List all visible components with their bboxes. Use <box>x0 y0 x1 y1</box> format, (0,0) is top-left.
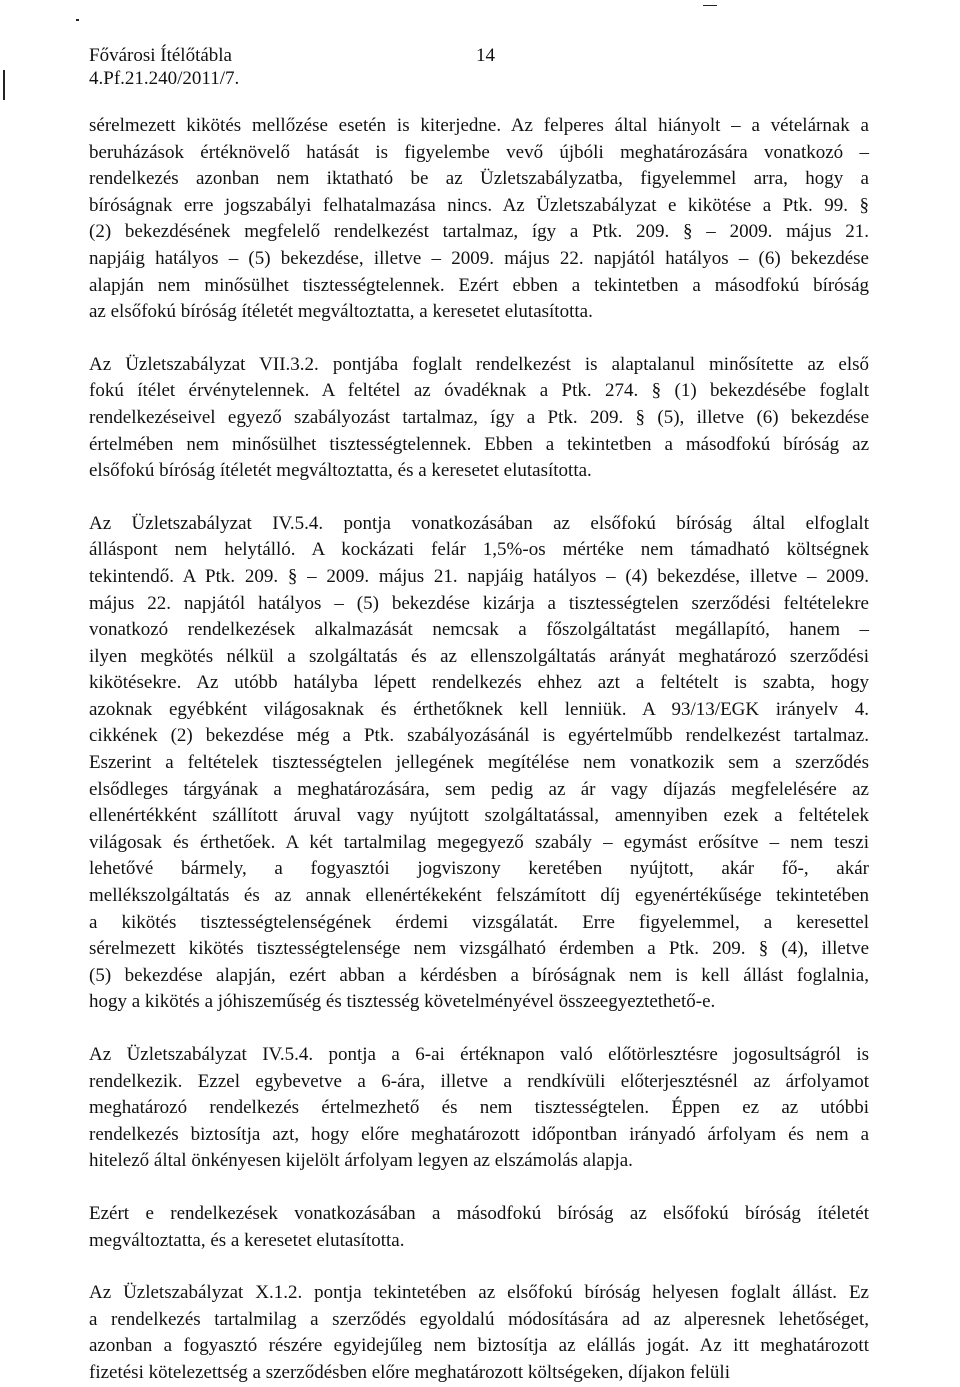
page-number: 14 <box>476 45 495 66</box>
text-line: elsődleges tárgyának a meghatározására, sem pedig az ár vagy díjazás megfelelésére az <box>89 778 869 800</box>
paragraph <box>89 1201 869 1254</box>
text-line: értelmében nem minősülhet tisztességtelennek. Ebben a tekintetben a másodfokú bíróság az <box>89 433 869 455</box>
paragraph-gap <box>89 1254 869 1280</box>
text-line: beruházások értéknövelő hatását is figyelembe vevő újbóli meghatározására vonatkozó – <box>89 141 869 163</box>
case-number: 4.Pf.21.240/2011/7. <box>89 68 240 89</box>
paragraph-gap <box>89 485 869 511</box>
text-line: napjáig hatályos – (5) bekezdése, illetve – 2009. május 22. napjától hatályos – (6) bekezdése <box>89 247 869 269</box>
text-line: rendelkezés azonban nem iktatható be az Üzletszabályzatba, figyelemmel arra, hogy a <box>89 168 869 190</box>
paragraph-gap <box>89 326 869 352</box>
scan-mark <box>76 19 79 21</box>
text-line: ellenértékként szállított áruval vagy nyújtott szolgáltatással, amennyiben ezek a feltételek <box>89 805 869 827</box>
text-line: fokú ítélet érvénytelennek. A feltétel az óvadéknak a Ptk. 274. § (1) bekezdésébe foglalt <box>89 380 869 402</box>
text-line: rendelkezik. Ezzel egybevetve a 6-ára, illetve a rendkívüli előterjesztésnél az árfolyamot <box>89 1070 869 1092</box>
text-line: Az Üzletszabályzat IV.5.4. pontja vonatkozásában az elsőfokú bíróság által elfoglalt <box>89 512 869 534</box>
text-line: megváltoztatta, és a keresetet elutasította. <box>89 1229 405 1251</box>
page-header <box>89 44 909 90</box>
text-line: (2) bekezdésének megfelelő rendelkezést tartalmaz, így a Ptk. 209. § – 2009. május 21. <box>89 221 869 243</box>
paragraph <box>89 1280 869 1386</box>
text-line: vonatkozó rendelkezések alkalmazását nemcsak a főszolgáltatást megállapító, hanem – <box>89 619 869 641</box>
text-line: meghatározó rendelkezés értelmezhető és nem tisztességtelen. Éppen ez az utóbbi <box>89 1097 869 1119</box>
text-line: az elsőfokú bíróság ítéletét megváltoztatta, a keresetet elutasította. <box>89 301 593 323</box>
text-line: azonban a fogyasztó részére egyidejűleg nem biztosítja az elállás jogát. Az itt meghatározott <box>89 1335 869 1357</box>
paragraph <box>89 1042 869 1175</box>
text-line: rendelkezéseivel egyező szabályozást tartalmaz, így a Ptk. 209. § (5), illetve (6) bekezdése <box>89 406 869 428</box>
scan-mark <box>3 70 5 100</box>
text-line: hogy a kikötés a jóhiszeműség és tisztesség követelményével összeegyeztethető-e. <box>89 991 716 1013</box>
text-line: kikötésekre. Az utóbb hatályba lépett rendelkezés ehhez azt a feltételt is szabta, hogy <box>89 672 869 694</box>
text-line: világosak és érthetőek. A két tartalmilag megegyező szabály – egymást erősítve – nem teszi <box>89 831 869 853</box>
text-line: a rendelkezés tartalmilag a szerződés egyoldalú módosítására ad az alperesnek lehetőséget, <box>89 1308 869 1330</box>
text-line: alapján nem minősülhet tisztességtelennek. Ezért ebben a tekintetben a másodfokú bíróság <box>89 274 869 296</box>
text-line: Ezért e rendelkezések vonatkozásában a másodfokú bíróság az elsőfokú bíróság ítéletét <box>89 1202 869 1224</box>
text-line: fizetési kötelezettség a szerződésben előre meghatározott költségeken, díjakon felüli <box>89 1361 730 1383</box>
text-line: sérelmezett kikötés tisztességtelensége nem vizsgálható érdemben a Ptk. 209. § (4), illetve <box>89 938 869 960</box>
text-line: (5) bekezdése alapján, ezért abban a kérdésben a bíróságnak nem is kell állást foglalnia, <box>89 964 869 986</box>
paragraph <box>89 352 869 485</box>
text-line: Eszerint a feltételek tisztességtelen jellegének megítélése nem vonatkozik sem a szerződés <box>89 752 869 774</box>
court-name: Fővárosi Ítélőtábla <box>89 45 232 66</box>
paragraph-gap <box>89 1016 869 1042</box>
text-line: álláspont nem helytálló. A kockázati felár 1,5%-os mértéke nem támadható költségnek <box>89 539 869 561</box>
text-line: a kikötés tisztességtelenségének érdemi vizsgálatát. Erre figyelemmel, a keresettel <box>89 911 869 933</box>
text-line: mellékszolgáltatás és az annak ellenértékeként felszámított díj egyenértékűsége tekintetében <box>89 885 869 907</box>
text-line: rendelkezés biztosítja azt, hogy előre meghatározott időpontban irányadó árfolyam és nem a <box>89 1123 869 1145</box>
paragraph <box>89 511 869 1016</box>
text-line: ilyen megkötés nélkül a szolgáltatás és az ellenszolgáltatás arányát meghatározó szerződési <box>89 645 869 667</box>
scan-mark <box>703 5 717 6</box>
text-line: lehetővé bármely, a fogyasztói jogviszony keretében nyújtott, akár fő-, akár <box>89 858 869 880</box>
text-line: cikkének (2) bekezdése még a Ptk. szabályozásánál is egyértelműbb rendelkezést tartalmaz. <box>89 725 869 747</box>
text-line: tekintendő. A Ptk. 209. § – 2009. május 21. napjáig hatályos – (4) bekezdése, illetve – 2009. <box>89 565 869 587</box>
text-line: Az Üzletszabályzat X.1.2. pontja tekintetében az elsőfokú bíróság helyesen foglalt állást. Ez <box>89 1282 869 1304</box>
text-line: sérelmezett kikötés mellőzése esetén is kiterjedne. Az felperes által hiányolt – a vételárnak a <box>89 115 869 136</box>
text-line: hitelező által önkényesen kijelölt árfolyam legyen az elszámolás alapja. <box>89 1150 633 1172</box>
document-body <box>89 113 869 1387</box>
text-line: elsőfokú bíróság ítéletét megváltoztatta, és a keresetet elutasította. <box>89 460 592 482</box>
text-line: Az Üzletszabályzat VII.3.2. pontjába foglalt rendelkezést is alaptalanul minősítette az első <box>89 353 869 375</box>
text-line: bíróságnak erre jogszabályi felhatalmazása nincs. Az Üzletszabályzat e kikötése a Ptk. 99. § <box>89 194 869 216</box>
text-line: május 22. napjától hatályos – (5) bekezdése kizárja a tisztességtelen szerződési feltételekre <box>89 592 869 614</box>
text-line: azoknak egyébként világosaknak és érthetőknek kell lenniük. A 93/13/EGK irányelv 4. <box>89 698 869 720</box>
paragraph <box>89 113 869 326</box>
text-line: Az Üzletszabályzat IV.5.4. pontja a 6-ai értéknapon való előtörlesztésre jogosultságról is <box>89 1044 869 1065</box>
paragraph-gap <box>89 1175 869 1201</box>
